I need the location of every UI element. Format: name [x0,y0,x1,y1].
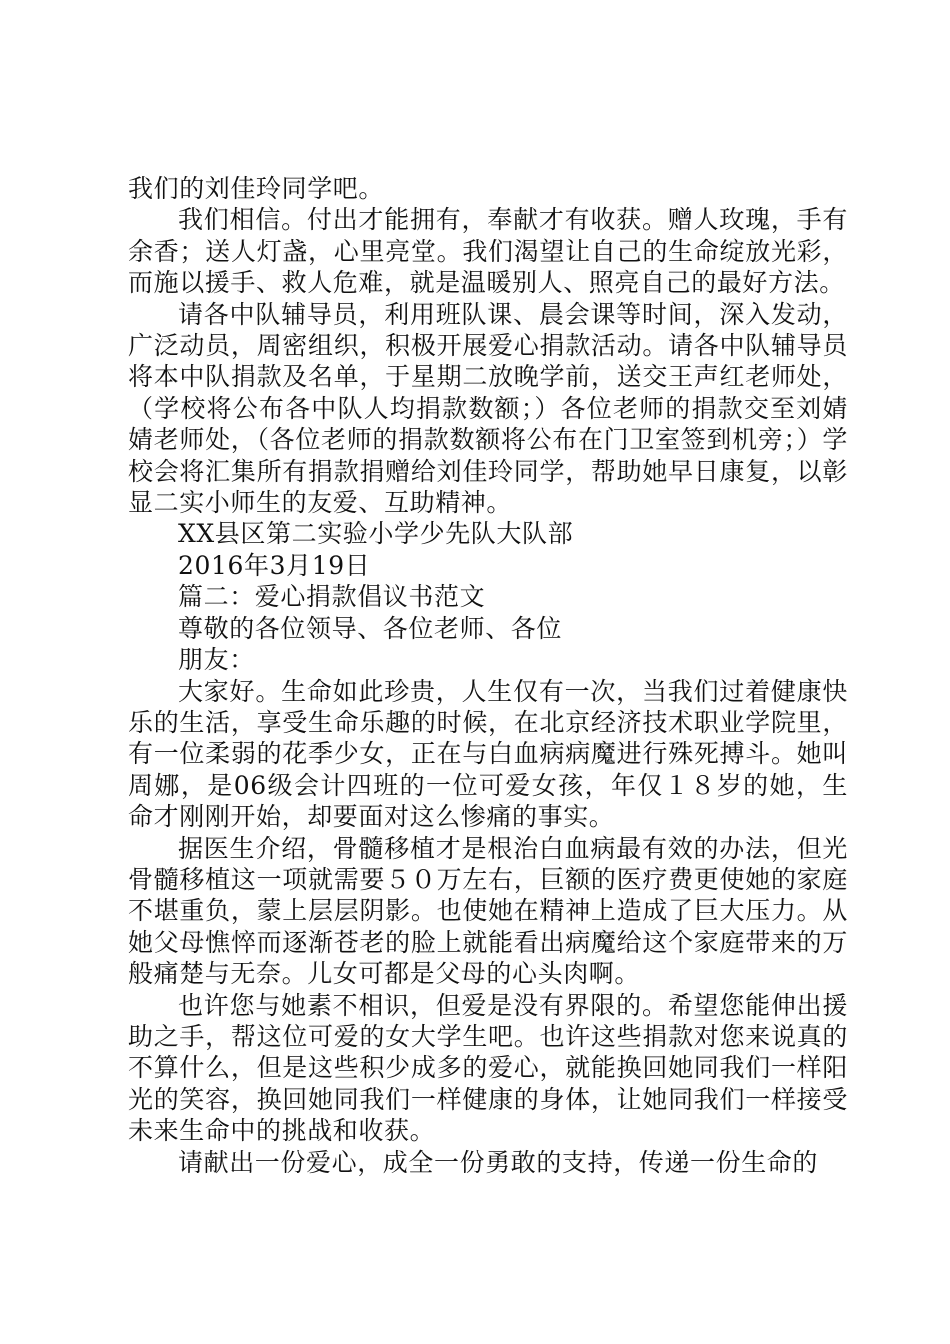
signature-organization: XX县区第二实验小学少先队大队部 [178,519,574,549]
paragraph: 我们的刘佳玲同学吧。 [128,174,385,203]
paragraph: 大家好。生命如此珍贵，人生仅有一次，当我们过着健康快乐的生活，享受生命乐趣的时候，在北京经济技术职业学院里，有一位柔弱的花季少女，正在与白血病病魔进行殊死搏斗。她叫周娜，是06级会计四班的一位可爱女孩，年仅１８岁的她，生命才刚刚开始，却要面对这么惨痛的事实。 [128,676,848,832]
salutation: 尊敬的各位领导、各位老师、各位 [178,613,563,643]
section-title: 篇二：爱心捐款倡议书范文 [178,582,486,612]
paragraph: 据医生介绍，骨髓移植才是根治白血病最有效的办法，但光骨髓移植这一项就需要５０万左右，巨额的医疗费更使她的家庭不堪重负，蒙上层层阴影。也使她在精神上造成了巨大压力。从她父母憔悴而逐渐苍老的脸上就能看出病魔给这个家庭带来的万般痛楚与无奈。儿女可都是父母的心头肉啊。 [128,833,848,989]
signature-date: 2016年3月19日 [178,550,371,580]
paragraph: 我们相信。付出才能拥有，奉献才有收获。赠人玫瑰，手有余香；送人灯盏，心里亮堂。我们渴望让自己的生命绽放光彩，而施以援手、救人危难，就是温暖别人、照亮自己的最好方法。 [128,205,848,298]
paragraph: 也许您与她素不相识，但爱是没有界限的。希望您能伸出援助之手，帮这位可爱的女大学生吧。也许这些捐款对您来说真的不算什么，但是这些积少成多的爱心，就能换回她同我们一样阳光的笑容，换回她同我们一样健康的身体，让她同我们一样接受未来生命中的挑战和收获。 [128,990,848,1146]
salutation: 朋友： [178,645,255,675]
paragraph: 请献出一份爱心，成全一份勇敢的支持，传递一份生命的 [178,1147,819,1177]
paragraph: 请各中队辅导员，利用班队课、晨会课等时间，深入发动，广泛动员，周密组织，积极开展爱心捐款活动。请各中队辅导员将本中队捐款及名单，于星期二放晚学前，送交王声红老师处，（学校将公布各中队人均捐款数额；）各位老师的捐款交至刘婧婧老师处，（各位老师的捐款数额将公布在门卫室签到机旁；）学校会将汇集所有捐款捐赠给刘佳玲同学，帮助她早日康复，以彰显二实小师生的友爱、互助精神。 [128,299,848,518]
document-body [128,173,848,1178]
